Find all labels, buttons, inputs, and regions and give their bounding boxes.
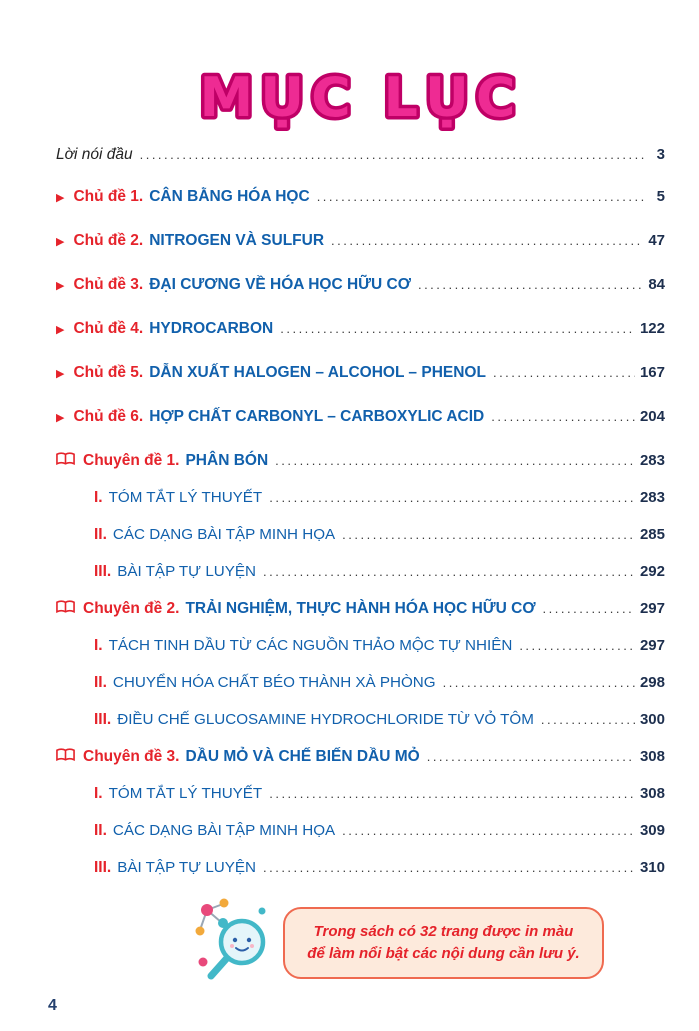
chapter-title: NITROGEN VÀ SULFUR xyxy=(149,232,325,249)
toc-topic-row xyxy=(56,746,665,768)
chapter-prefix: Chủ đề 2. xyxy=(73,232,144,249)
dot-leader xyxy=(491,406,635,428)
chapter-prefix: Chủ đề 1. xyxy=(73,188,144,205)
sub-title: TÓM TẮT LÝ THUYẾT xyxy=(108,785,263,802)
sub-numeral: III. xyxy=(94,859,112,876)
page-number: 167 xyxy=(639,364,665,381)
sub-numeral: I. xyxy=(94,489,103,506)
dot-leader xyxy=(519,635,635,657)
note-box xyxy=(283,907,603,979)
page-number: 308 xyxy=(639,785,665,802)
toc-sub-row xyxy=(94,487,665,509)
topic-prefix: Chuyên đề 2. xyxy=(83,600,180,617)
page-number: 283 xyxy=(639,489,665,506)
dot-leader xyxy=(275,450,635,472)
sub-title: BÀI TẬP TỰ LUYỆN xyxy=(117,563,256,580)
page-number: 300 xyxy=(639,711,665,728)
chapter-prefix: Chủ đề 3. xyxy=(73,276,144,293)
open-book-icon xyxy=(56,747,75,769)
toc-topic-row xyxy=(56,598,665,620)
toc-chapter-row xyxy=(56,186,665,209)
sub-numeral: II. xyxy=(94,526,107,543)
dot-leader xyxy=(543,598,635,620)
chapter-title: HỢP CHẤT CARBONYL – CARBOXYLIC ACID xyxy=(149,408,485,425)
dot-leader xyxy=(269,783,635,805)
chapter-title: ĐẠI CƯƠNG VỀ HÓA HỌC HỮU CƠ xyxy=(149,276,411,293)
dot-leader xyxy=(263,857,635,879)
triangle-bullet-icon: ▶ xyxy=(56,324,65,336)
dot-leader xyxy=(331,230,643,252)
note-line-2: để làm nổi bật các nội dung cần lưu ý. xyxy=(307,944,580,962)
sub-numeral: I. xyxy=(94,785,103,802)
preface-label: Lời nói đầu xyxy=(56,146,133,163)
toc-chapter-row xyxy=(56,318,665,341)
sub-title: BÀI TẬP TỰ LUYỆN xyxy=(117,859,256,876)
toc-entry-preface xyxy=(56,144,665,166)
triangle-bullet-icon: ▶ xyxy=(56,368,65,380)
toc-sub-row xyxy=(94,857,665,879)
toc-sub-row xyxy=(94,524,665,546)
page-number: 3 xyxy=(656,146,665,163)
topic-title: TRẢI NGHIỆM, THỰC HÀNH HÓA HỌC HỮU CƠ xyxy=(185,600,536,617)
page-number: 84 xyxy=(648,276,665,293)
toc-chapter-row xyxy=(56,230,665,253)
page-number: 5 xyxy=(656,188,665,205)
toc-sub-row xyxy=(94,709,665,731)
dot-leader xyxy=(263,561,635,583)
dot-leader xyxy=(342,820,635,842)
topic-title: PHÂN BÓN xyxy=(185,452,269,469)
toc-chapter-row xyxy=(56,362,665,385)
note-callout xyxy=(56,894,665,991)
dot-leader xyxy=(418,274,643,296)
page-number: 309 xyxy=(639,822,665,839)
page-number: 283 xyxy=(639,452,665,469)
sub-title: CÁC DẠNG BÀI TẬP MINH HỌA xyxy=(112,822,336,839)
page-number: 292 xyxy=(639,563,665,580)
page-number: 47 xyxy=(648,232,665,249)
toc-sub-row xyxy=(94,561,665,583)
magnifier-molecule-icon xyxy=(187,894,279,991)
open-book-icon xyxy=(56,599,75,621)
dot-leader xyxy=(443,672,635,694)
dot-leader xyxy=(541,709,635,731)
page-number: 285 xyxy=(639,526,665,543)
sub-title: CHUYỂN HÓA CHẤT BÉO THÀNH XÀ PHÒNG xyxy=(112,674,436,691)
chapter-prefix: Chủ đề 4. xyxy=(73,320,144,337)
sub-numeral: II. xyxy=(94,674,107,691)
topic-title: DẦU MỎ VÀ CHẾ BIẾN DẦU MỎ xyxy=(185,748,420,765)
page-number: 298 xyxy=(639,674,665,691)
page-number: 122 xyxy=(639,320,665,337)
toc-sub-row xyxy=(94,820,665,842)
chapter-title: CÂN BẰNG HÓA HỌC xyxy=(149,188,310,205)
triangle-bullet-icon: ▶ xyxy=(56,236,65,248)
page-number: 308 xyxy=(639,748,665,765)
toc-chapter-row xyxy=(56,406,665,429)
topic-prefix: Chuyên đề 1. xyxy=(83,452,180,469)
page-number: 297 xyxy=(639,600,665,617)
toc-topic-row xyxy=(56,450,665,472)
triangle-bullet-icon: ▶ xyxy=(56,280,65,292)
dot-leader xyxy=(317,186,646,208)
page-number: 310 xyxy=(639,859,665,876)
toc-sub-row xyxy=(94,783,665,805)
sub-title: TÁCH TINH DẦU TỪ CÁC NGUỒN THẢO MỘC TỰ NHIÊN xyxy=(108,637,513,654)
sub-title: CÁC DẠNG BÀI TẬP MINH HỌA xyxy=(112,526,336,543)
chapter-prefix: Chủ đề 6. xyxy=(73,408,144,425)
page-folio: 4 xyxy=(48,997,57,1014)
triangle-bullet-icon: ▶ xyxy=(56,412,65,424)
dot-leader xyxy=(280,318,635,340)
chapter-title: HYDROCARBON xyxy=(149,320,274,337)
page-title-text: MỤC LỤC xyxy=(199,66,522,129)
sub-numeral: I. xyxy=(94,637,103,654)
dot-leader xyxy=(140,144,646,166)
page-title xyxy=(56,58,665,134)
dot-leader xyxy=(269,487,635,509)
sub-title: ĐIỀU CHẾ GLUCOSAMINE HYDROCHLORIDE TỪ VỎ TÔM xyxy=(117,711,534,728)
page-number: 297 xyxy=(639,637,665,654)
note-line-1: Trong sách có 32 trang được in màu xyxy=(313,922,574,940)
dot-leader xyxy=(342,524,635,546)
chapter-prefix: Chủ đề 5. xyxy=(73,364,144,381)
open-book-icon xyxy=(56,451,75,473)
sub-numeral: III. xyxy=(94,563,112,580)
sub-numeral: III. xyxy=(94,711,112,728)
toc-sub-row xyxy=(94,635,665,657)
sub-title: TÓM TẮT LÝ THUYẾT xyxy=(108,489,263,506)
page-number: 204 xyxy=(639,408,665,425)
dot-leader xyxy=(493,362,635,384)
dot-leader xyxy=(427,746,635,768)
chapter-title: DẪN XUẤT HALOGEN – ALCOHOL – PHENOL xyxy=(149,364,486,381)
topic-prefix: Chuyên đề 3. xyxy=(83,748,180,765)
sub-numeral: II. xyxy=(94,822,107,839)
toc-sub-row xyxy=(94,672,665,694)
toc-chapter-row xyxy=(56,274,665,297)
title-art xyxy=(131,58,591,134)
triangle-bullet-icon: ▶ xyxy=(56,192,65,204)
